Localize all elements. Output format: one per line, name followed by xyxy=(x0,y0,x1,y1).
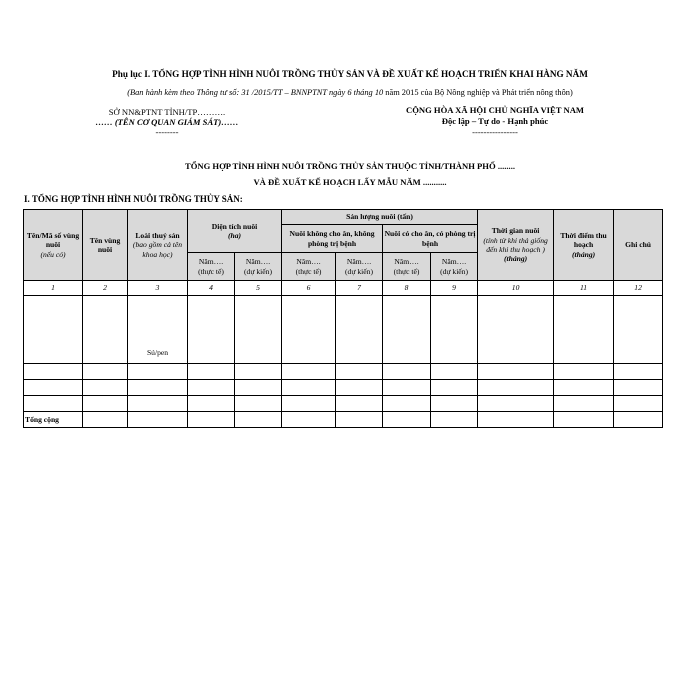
table-cell[interactable] xyxy=(336,380,383,396)
col-harvest-header: Thời điểm thu hoạch (tháng) xyxy=(554,210,614,281)
table-cell[interactable] xyxy=(614,296,663,364)
col-duration-header: Thời gian nuôi (tính từ khi thả giống đến khi thu hoạch ) (tháng) xyxy=(478,210,554,281)
national-title: CỘNG HÒA XÃ HỘI CHỦ NGHĨA VIỆT NAM xyxy=(405,105,585,115)
table-cell[interactable] xyxy=(478,412,554,428)
table-cell[interactable] xyxy=(83,380,128,396)
table-cell[interactable] xyxy=(128,412,188,428)
table-cell[interactable] xyxy=(24,380,83,396)
table-cell[interactable] xyxy=(554,380,614,396)
col-zone-code-header: Tên/Mã số vùng nuôi (nếu có) xyxy=(24,210,83,281)
main-title-line2: VÀ ĐỀ XUẤT KẾ HOẠCH LẤY MẪU NĂM ........... xyxy=(253,177,447,187)
table-cell[interactable] xyxy=(431,364,478,380)
table-cell[interactable] xyxy=(235,296,282,364)
col-4-year-actual: Năm…. (thực tế) xyxy=(188,253,235,281)
column-number: 6 xyxy=(282,281,336,296)
table-cell[interactable] xyxy=(614,364,663,380)
table-cell[interactable] xyxy=(554,364,614,380)
column-number: 11 xyxy=(554,281,614,296)
table-cell[interactable] xyxy=(128,364,188,380)
table-cell[interactable] xyxy=(188,296,235,364)
table-cell[interactable] xyxy=(554,396,614,412)
table-cell[interactable] xyxy=(614,396,663,412)
total-label: Tổng cộng xyxy=(24,412,83,428)
col-zone-name-header: Tên vùng nuôi xyxy=(83,210,128,281)
column-number: 7 xyxy=(336,281,383,296)
table-cell[interactable] xyxy=(235,396,282,412)
table-cell[interactable] xyxy=(554,412,614,428)
column-number: 2 xyxy=(83,281,128,296)
table-cell[interactable] xyxy=(235,380,282,396)
table-cell[interactable] xyxy=(83,364,128,380)
table-cell[interactable] xyxy=(188,364,235,380)
table-cell[interactable] xyxy=(235,364,282,380)
col-9-year-planned: Năm…. (dự kiến) xyxy=(431,253,478,281)
table-cell[interactable] xyxy=(383,364,431,380)
table-cell[interactable] xyxy=(431,412,478,428)
col-output-feed-header: Nuôi có cho ăn, có phòng trị bệnh xyxy=(383,225,478,253)
col-species-header: Loài thuỷ sản (bao gồm cả tên khoa học) xyxy=(128,210,188,281)
section-heading: I. TỔNG HỢP TÌNH HÌNH NUÔI TRỒNG THỦY SẢN: xyxy=(24,194,243,204)
table-cell[interactable] xyxy=(282,412,336,428)
table-cell[interactable] xyxy=(336,412,383,428)
table-cell[interactable] xyxy=(282,380,336,396)
table-cell[interactable] xyxy=(383,412,431,428)
col-output-header: Sản lượng nuôi (tấn) xyxy=(282,210,478,225)
table-cell[interactable] xyxy=(83,296,128,364)
table-cell[interactable] xyxy=(282,364,336,380)
table-cell[interactable] xyxy=(188,380,235,396)
column-number: 12 xyxy=(614,281,663,296)
species-example-cell[interactable]: Sú/pen xyxy=(128,296,188,364)
subtitle-italic: (Ban hành kèm theo Thông tư số: 31 /2015/TT – BNNPTNT ngày 6 tháng 10 xyxy=(127,88,384,97)
table-cell[interactable] xyxy=(188,412,235,428)
table-cell[interactable] xyxy=(383,380,431,396)
column-number: 4 xyxy=(188,281,235,296)
subtitle-rest: năm 2015 của Bộ Nông nghiệp và Phát triển nông thôn) xyxy=(383,88,573,97)
col-8-year-actual: Năm…. (thực tế) xyxy=(383,253,431,281)
table-cell[interactable] xyxy=(24,296,83,364)
table-cell[interactable] xyxy=(431,380,478,396)
table-cell[interactable] xyxy=(478,296,554,364)
table-cell[interactable] xyxy=(614,412,663,428)
table-cell[interactable] xyxy=(336,396,383,412)
appendix-title: Phụ lục I. TỔNG HỢP TÌNH HÌNH NUÔI TRỒNG THỦY SẢN VÀ ĐỀ XUẤT KẾ HOẠCH TRIỂN KHAI HÀNG NĂM xyxy=(112,69,588,79)
table-row xyxy=(24,296,663,364)
table-cell[interactable] xyxy=(128,380,188,396)
table-cell[interactable] xyxy=(431,396,478,412)
right-divider: ---------------- xyxy=(472,127,518,137)
national-motto: Độc lập – Tự do - Hạnh phúc xyxy=(441,116,549,126)
total-row xyxy=(24,412,663,428)
main-title-line1: TỔNG HỢP TÌNH HÌNH NUÔI TRỒNG THỦY SẢN THUỘC TỈNH/THÀNH PHỐ ........ xyxy=(184,161,516,171)
appendix-subtitle xyxy=(0,88,700,97)
table-cell[interactable] xyxy=(336,296,383,364)
table-cell[interactable] xyxy=(336,364,383,380)
table-row xyxy=(24,364,663,380)
table-cell[interactable] xyxy=(478,380,554,396)
table-cell[interactable] xyxy=(24,364,83,380)
table-cell[interactable] xyxy=(614,380,663,396)
column-number: 1 xyxy=(24,281,83,296)
table-cell[interactable] xyxy=(188,396,235,412)
table-cell[interactable] xyxy=(554,296,614,364)
table-row xyxy=(24,396,663,412)
table-cell[interactable] xyxy=(478,396,554,412)
col-7-year-planned: Năm…. (dự kiến) xyxy=(336,253,383,281)
table-cell[interactable] xyxy=(383,396,431,412)
aquaculture-table xyxy=(23,209,663,428)
col-notes-header: Ghi chú xyxy=(614,210,663,281)
table-cell[interactable] xyxy=(282,396,336,412)
column-number: 9 xyxy=(431,281,478,296)
col-5-year-planned: Năm…. (dự kiến) xyxy=(235,253,282,281)
table-cell[interactable] xyxy=(83,412,128,428)
table-cell[interactable] xyxy=(431,296,478,364)
col-6-year-actual: Năm…. (thực tế) xyxy=(282,253,336,281)
col-area-header: Diện tích nuôi (ha) xyxy=(188,210,282,253)
column-number: 3 xyxy=(128,281,188,296)
agency-name: …… (TÊN CƠ QUAN GIÁM SÁT)…… xyxy=(95,117,239,127)
table-cell[interactable] xyxy=(478,364,554,380)
table-cell[interactable] xyxy=(235,412,282,428)
column-number: 5 xyxy=(235,281,282,296)
table-cell[interactable] xyxy=(282,296,336,364)
column-number: 10 xyxy=(478,281,554,296)
left-divider: -------- xyxy=(155,127,179,137)
col-output-no-feed-header: Nuôi không cho ăn, không phòng trị bệnh xyxy=(282,225,383,253)
column-number: 8 xyxy=(383,281,431,296)
department-name: SỞ NN&PTNT TỈNH/TP………. xyxy=(108,107,226,117)
table-cell[interactable] xyxy=(128,396,188,412)
table-cell[interactable] xyxy=(83,396,128,412)
column-number-row xyxy=(24,281,663,296)
table-cell[interactable] xyxy=(383,296,431,364)
table-cell[interactable] xyxy=(24,396,83,412)
table-row xyxy=(24,380,663,396)
